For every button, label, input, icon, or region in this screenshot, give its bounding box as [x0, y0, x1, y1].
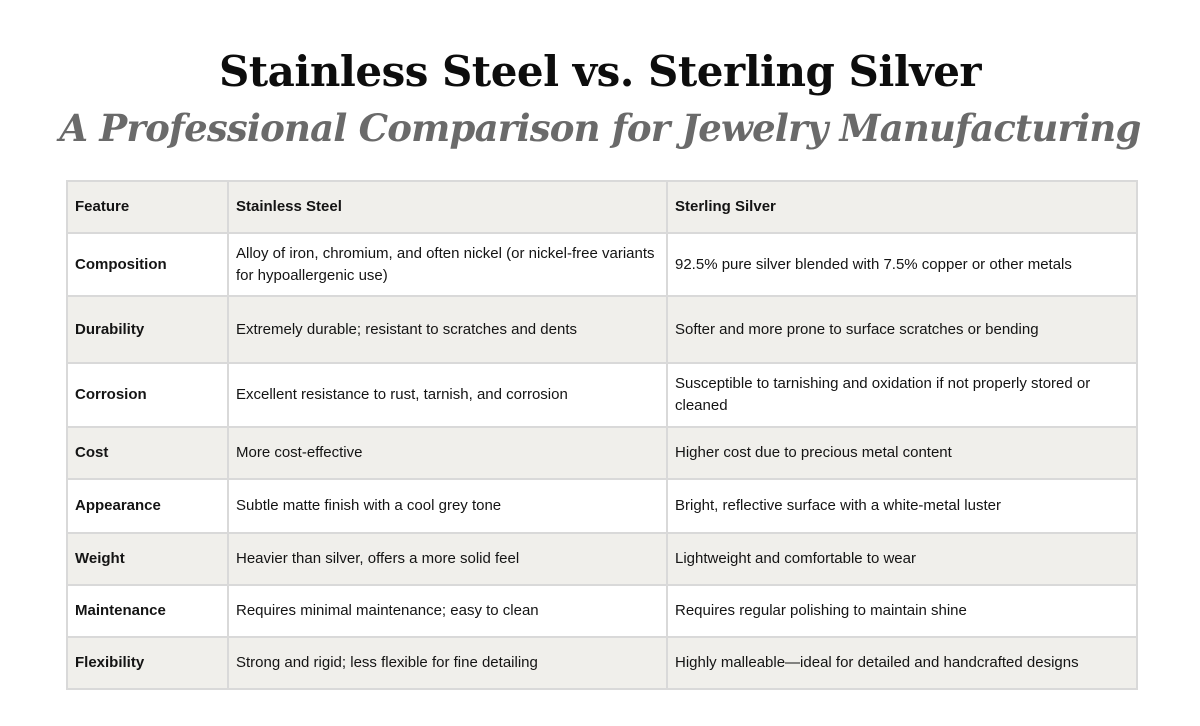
feature-cell: Flexibility — [67, 637, 228, 689]
table-row-composition — [67, 233, 1137, 296]
feature-cell: Corrosion — [67, 363, 228, 427]
table-row-durability — [67, 296, 1137, 363]
stainless-steel-cell: Extremely durable; resistant to scratches and dents — [228, 296, 667, 363]
stainless-steel-cell: Excellent resistance to rust, tarnish, and corrosion — [228, 363, 667, 427]
page-title: Stainless Steel vs. Sterling Silver — [218, 47, 982, 96]
feature-cell: Cost — [67, 427, 228, 479]
feature-cell: Composition — [67, 233, 228, 296]
stainless-steel-cell: Alloy of iron, chromium, and often nickel (or nickel-free variants for hypoallergenic use) — [228, 233, 667, 296]
stainless-steel-cell: Strong and rigid; less flexible for fine detailing — [228, 637, 667, 689]
table-row-corrosion — [67, 363, 1137, 427]
table-row-cost — [67, 427, 1137, 479]
sterling-silver-cell: Softer and more prone to surface scratches or bending — [667, 296, 1137, 363]
table-row-appearance — [67, 479, 1137, 533]
stainless-steel-cell: More cost-effective — [228, 427, 667, 479]
table-row-weight — [67, 533, 1137, 585]
page-subtitle: A Professional Comparison for Jewelry Manufacturing — [59, 106, 1141, 150]
column-header-feature: Feature — [67, 181, 228, 233]
sterling-silver-cell: Highly malleable—ideal for detailed and handcrafted designs — [667, 637, 1137, 689]
sterling-silver-cell: Higher cost due to precious metal content — [667, 427, 1137, 479]
table-row-flexibility — [67, 637, 1137, 689]
feature-cell: Durability — [67, 296, 228, 363]
sterling-silver-cell: Bright, reflective surface with a white-metal luster — [667, 479, 1137, 533]
sterling-silver-cell: 92.5% pure silver blended with 7.5% copper or other metals — [667, 233, 1137, 296]
sterling-silver-cell: Susceptible to tarnishing and oxidation if not properly stored or cleaned — [667, 363, 1137, 427]
feature-cell: Appearance — [67, 479, 228, 533]
column-header-stainless-steel: Stainless Steel — [228, 181, 667, 233]
stainless-steel-cell: Heavier than silver, offers a more solid feel — [228, 533, 667, 585]
sterling-silver-cell: Requires regular polishing to maintain shine — [667, 585, 1137, 637]
stainless-steel-cell: Requires minimal maintenance; easy to clean — [228, 585, 667, 637]
feature-cell: Weight — [67, 533, 228, 585]
column-header-sterling-silver: Sterling Silver — [667, 181, 1137, 233]
table-row-maintenance — [67, 585, 1137, 637]
comparison-table — [66, 180, 1138, 690]
sterling-silver-cell: Lightweight and comfortable to wear — [667, 533, 1137, 585]
feature-cell: Maintenance — [67, 585, 228, 637]
table-header-row — [67, 181, 1137, 233]
stainless-steel-cell: Subtle matte finish with a cool grey tone — [228, 479, 667, 533]
